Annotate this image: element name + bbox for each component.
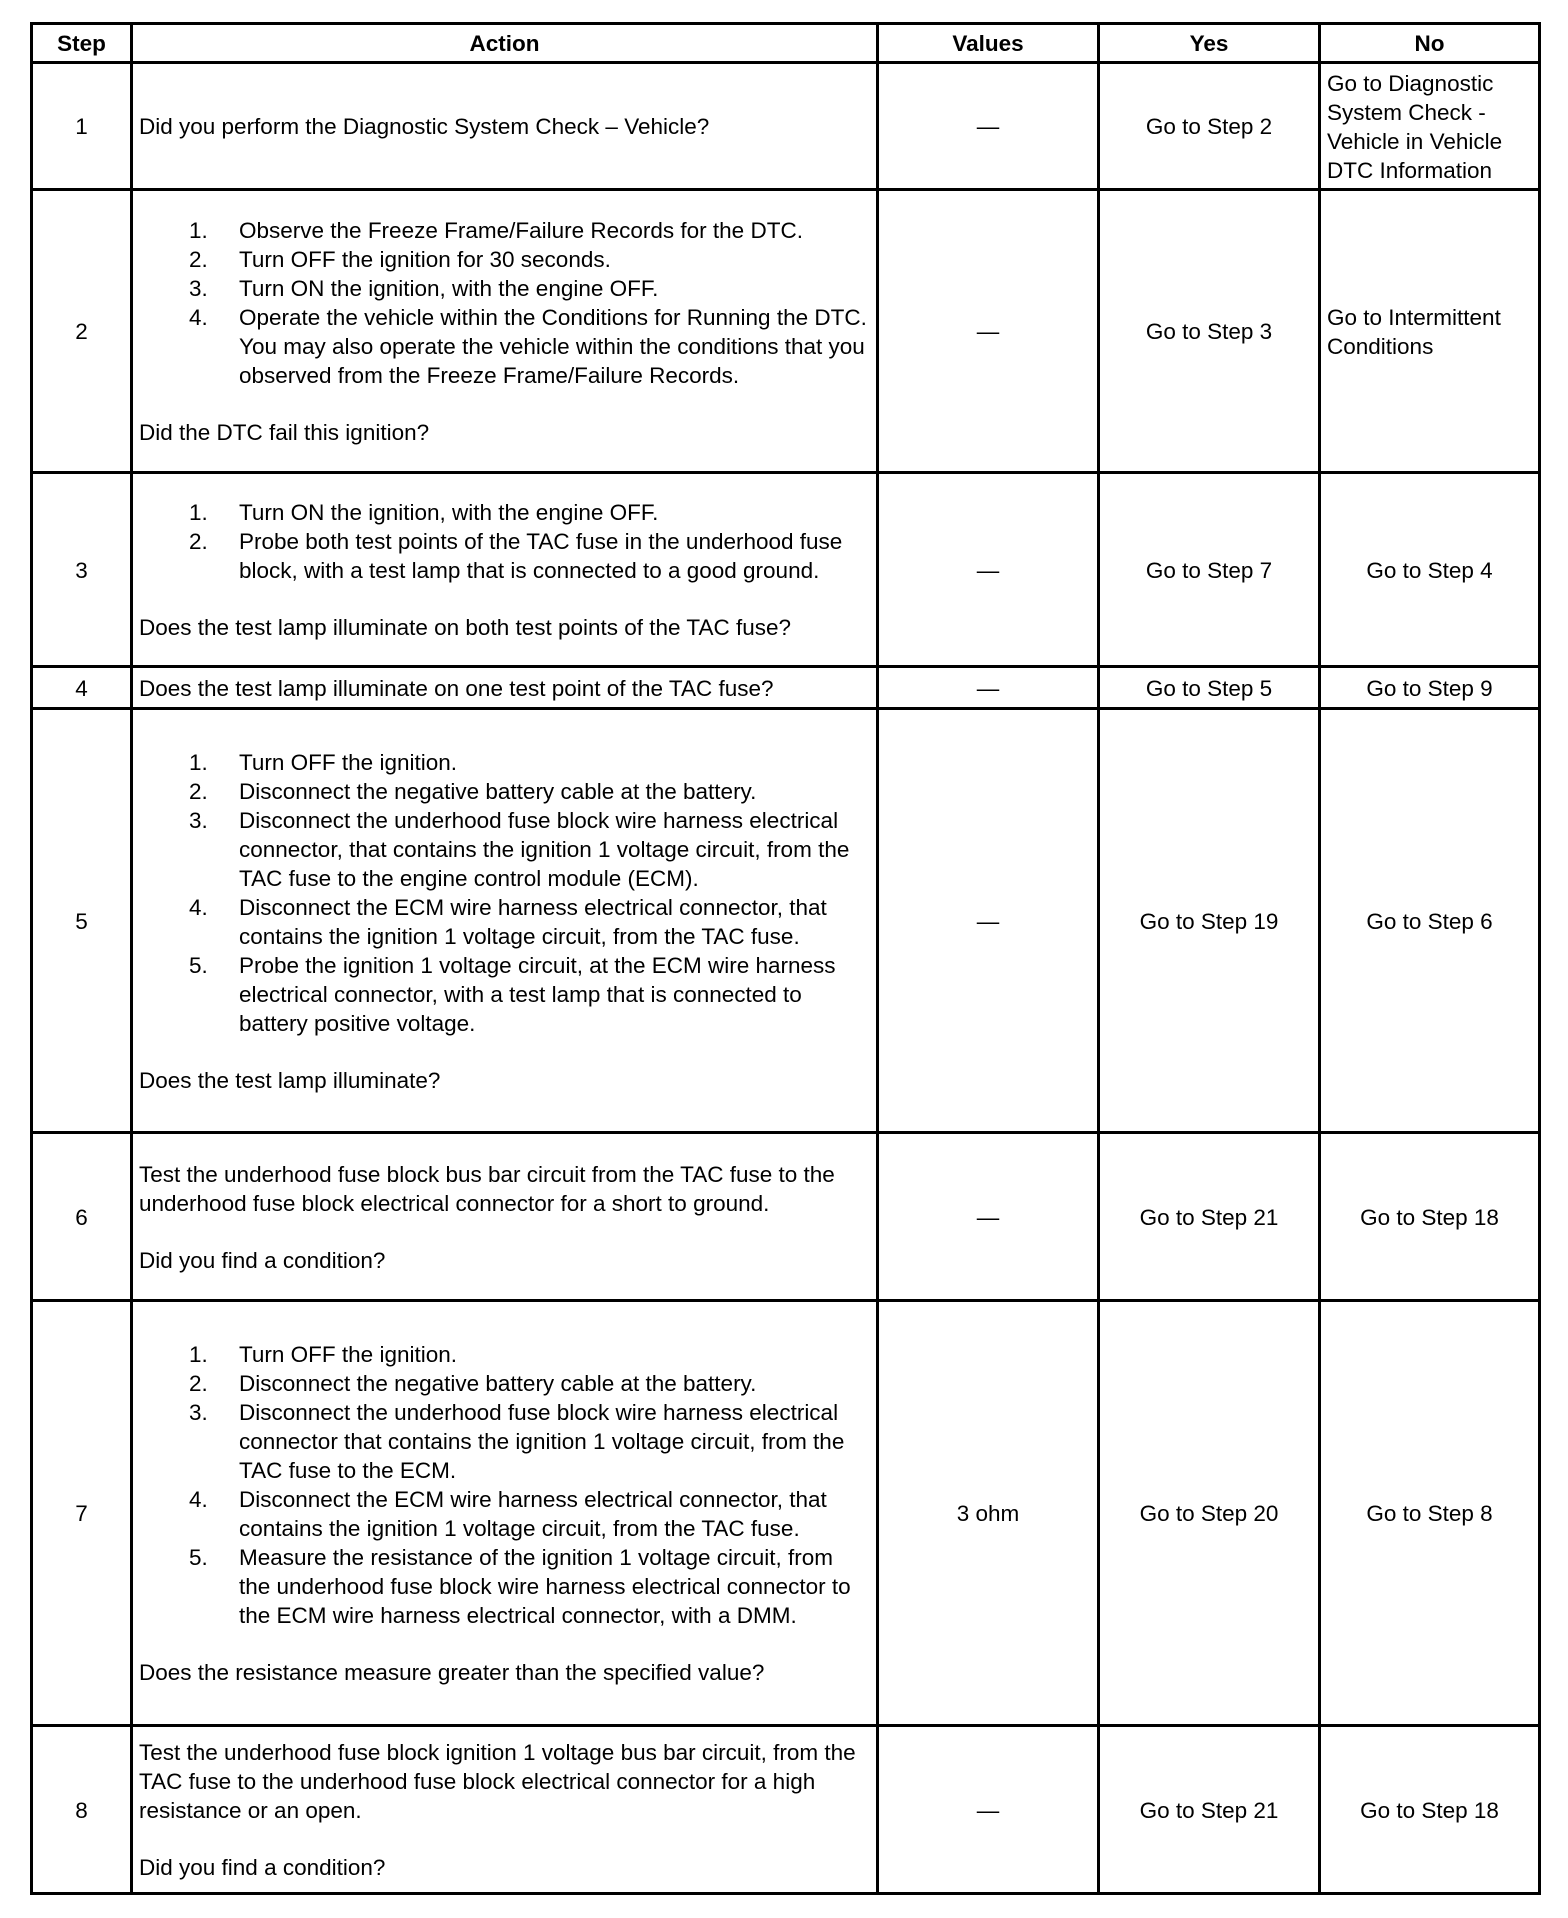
no-cell: Go to Step 18 <box>1320 1133 1540 1301</box>
list-item: 4. Disconnect the ECM wire harness electrical connector, that contains the ignition 1 voltage circuit, from the TAC fuse. <box>189 894 827 949</box>
table-row-step-3 <box>32 473 1540 667</box>
action-intro: Did you perform the Diagnostic System Check – Vehicle? <box>139 114 710 139</box>
action-question: Did the DTC fail this ignition? <box>139 420 430 445</box>
action-intro: Test the underhood fuse block bus bar circuit from the TAC fuse to the underhood fuse block electrical connector for a short to ground. <box>139 1161 835 1216</box>
list-item: 3. Disconnect the underhood fuse block wire harness electrical connector that contains the ignition 1 voltage circuit, from the TAC fuse to the ECM. <box>189 1400 845 1483</box>
list-item: 5. Probe the ignition 1 voltage circuit, at the ECM wire harness electrical connector, with a test lamp that is connected to battery positive voltage. <box>189 952 836 1036</box>
list-item: 3. Disconnect the underhood fuse block wire harness electrical connector, that contains the ignition 1 voltage circuit, from the TAC fuse to the engine control module (ECM). <box>189 807 850 891</box>
list-item: 4. Operate the vehicle within the Conditions for Running the DTC. You may also operate the vehicle within the conditions that you observed from the Freeze Frame/Failure Records. <box>189 305 867 388</box>
table-row-step-8 <box>32 1726 1540 1894</box>
table-row-step-5 <box>32 709 1540 1133</box>
action-cell <box>132 1726 878 1894</box>
diagnostic-page <box>30 22 1538 1895</box>
action-question: Does the test lamp illuminate on both test points of the TAC fuse? <box>139 615 792 640</box>
diagnostic-table <box>30 22 1541 1895</box>
list-item: 2. Disconnect the negative battery cable at the battery. <box>189 778 757 804</box>
yes-cell: Go to Step 19 <box>1099 709 1320 1133</box>
step-number: 6 <box>32 1133 132 1301</box>
step-number: 3 <box>32 473 132 667</box>
action-steps <box>139 748 870 1038</box>
action-steps <box>139 1340 870 1630</box>
action-question: Did you find a condition? <box>139 1247 386 1273</box>
list-item: 1. Observe the Freeze Frame/Failure Records for the DTC. <box>189 218 803 243</box>
action-cell <box>132 1301 878 1726</box>
action-steps <box>139 498 870 585</box>
table-row-step-6 <box>32 1133 1540 1301</box>
action-intro: Test the underhood fuse block ignition 1 voltage bus bar circuit, from the TAC fuse to the underhood fuse block electrical connector for a high resistance or an open. <box>139 1740 856 1823</box>
header-action: Action <box>132 24 878 63</box>
list-item: 4. Disconnect the ECM wire harness electrical connector, that contains the ignition 1 voltage circuit, from the TAC fuse. <box>189 1487 827 1541</box>
yes-cell: Go to Step 5 <box>1099 667 1320 709</box>
action-cell <box>132 709 878 1133</box>
table-row-step-1 <box>32 63 1540 190</box>
yes-cell: Go to Step 20 <box>1099 1301 1320 1726</box>
values-cell: — <box>878 1726 1099 1894</box>
list-item: 2. Turn OFF the ignition for 30 seconds. <box>189 247 611 272</box>
action-steps <box>139 216 870 390</box>
list-item: 2. Probe both test points of the TAC fuse in the underhood fuse block, with a test lamp that is connected to a good ground. <box>189 529 843 583</box>
step-number: 7 <box>32 1301 132 1726</box>
values-cell: — <box>878 667 1099 709</box>
no-cell: Go to Step 4 <box>1320 473 1540 667</box>
action-cell <box>132 190 878 473</box>
action-question: Does the test lamp illuminate? <box>139 1067 441 1093</box>
yes-cell: Go to Step 21 <box>1099 1726 1320 1894</box>
action-question: Did you find a condition? <box>139 1855 386 1880</box>
values-cell: — <box>878 709 1099 1133</box>
action-cell <box>132 473 878 667</box>
step-number: 8 <box>32 1726 132 1894</box>
action-cell <box>132 1133 878 1301</box>
no-cell: Go to Step 6 <box>1320 709 1540 1133</box>
table-row-step-2 <box>32 190 1540 473</box>
table-row-step-7 <box>32 1301 1540 1726</box>
header-step: Step <box>32 24 132 63</box>
action-question: Does the resistance measure greater than the specified value? <box>139 1660 765 1685</box>
no-cell: Go to Intermittent Conditions <box>1320 190 1540 473</box>
yes-cell: Go to Step 21 <box>1099 1133 1320 1301</box>
step-number: 1 <box>32 63 132 190</box>
values-cell: — <box>878 190 1099 473</box>
step-number: 5 <box>32 709 132 1133</box>
values-cell: 3 ohm <box>878 1301 1099 1726</box>
yes-cell: Go to Step 2 <box>1099 63 1320 190</box>
action-intro: Does the test lamp illuminate on one test point of the TAC fuse? <box>139 675 774 701</box>
list-item: 5. Measure the resistance of the ignition 1 voltage circuit, from the underhood fuse block wire harness electrical connector to the ECM wire harness electrical connector, with a DMM. <box>189 1545 851 1628</box>
list-item: 1. Turn ON the ignition, with the engine OFF. <box>189 500 659 525</box>
table-row-step-4 <box>32 667 1540 709</box>
no-cell: Go to Step 9 <box>1320 667 1540 709</box>
yes-cell: Go to Step 3 <box>1099 190 1320 473</box>
no-cell: Go to Diagnostic System Check - Vehicle in Vehicle DTC Information <box>1320 63 1540 190</box>
values-cell: — <box>878 473 1099 667</box>
list-item: 2. Disconnect the negative battery cable at the battery. <box>189 1371 757 1396</box>
action-cell <box>132 667 878 709</box>
header-row <box>32 24 1540 63</box>
values-cell: — <box>878 1133 1099 1301</box>
yes-cell: Go to Step 7 <box>1099 473 1320 667</box>
header-values: Values <box>878 24 1099 63</box>
list-item: 1. Turn OFF the ignition. <box>189 749 458 775</box>
step-number: 4 <box>32 667 132 709</box>
header-no: No <box>1320 24 1540 63</box>
list-item: 3. Turn ON the ignition, with the engine OFF. <box>189 276 659 301</box>
header-yes: Yes <box>1099 24 1320 63</box>
list-item: 1. Turn OFF the ignition. <box>189 1342 458 1367</box>
action-cell <box>132 63 878 190</box>
values-cell: — <box>878 63 1099 190</box>
no-cell: Go to Step 8 <box>1320 1301 1540 1726</box>
no-cell: Go to Step 18 <box>1320 1726 1540 1894</box>
step-number: 2 <box>32 190 132 473</box>
